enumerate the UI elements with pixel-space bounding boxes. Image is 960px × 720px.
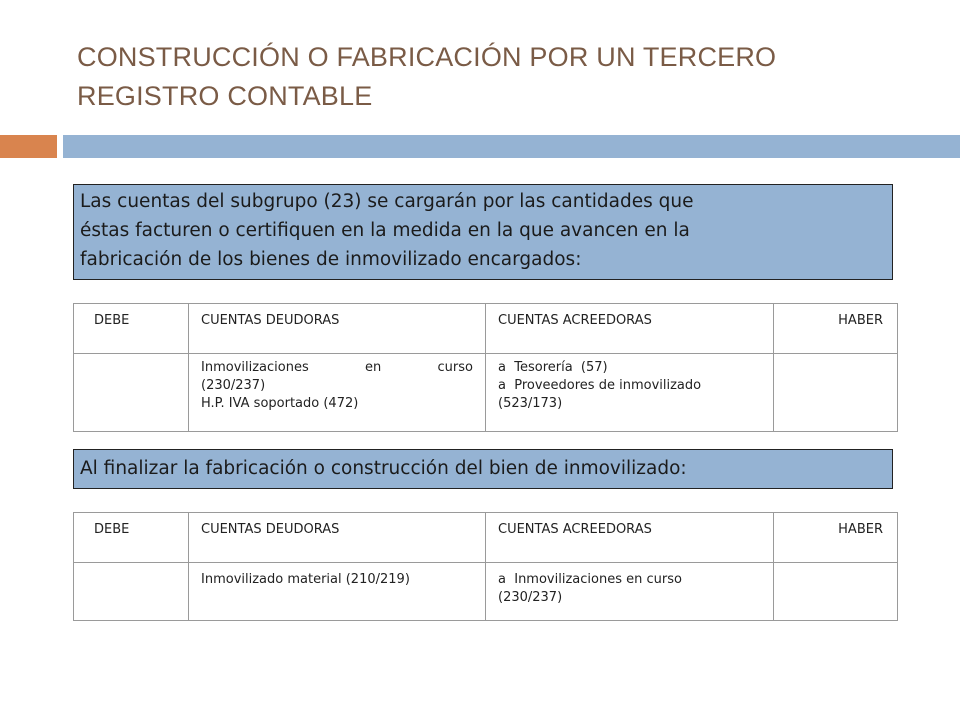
header-cuentas-deudoras: CUENTAS DEUDORAS bbox=[189, 304, 486, 354]
header-debe: DEBE bbox=[74, 513, 189, 563]
callout1-line-3: fabricación de los bienes de inmovilizado encargados: bbox=[80, 249, 582, 270]
acreedoras-line-1: a Tesorería (57) bbox=[498, 360, 608, 375]
table-header-row bbox=[74, 513, 898, 563]
header-divider-bar bbox=[63, 135, 960, 158]
deudoras-line-2: (230/237) bbox=[201, 378, 266, 393]
slide-title-line-2: REGISTRO CONTABLE bbox=[77, 81, 373, 111]
cell-cuentas-acreedoras bbox=[486, 354, 774, 432]
slide-title-line-1: CONSTRUCCIÓN O FABRICACIÓN POR UN TERCERO bbox=[77, 42, 777, 72]
deudoras-line-1: Inmovilizado material (210/219) bbox=[201, 572, 410, 587]
journal-entry-table-2 bbox=[73, 512, 898, 621]
deudoras-word: curso bbox=[437, 360, 473, 375]
cell-haber-empty bbox=[774, 354, 898, 432]
slide-title bbox=[77, 38, 917, 116]
acreedoras-line-2: a Proveedores de inmovilizado bbox=[498, 378, 702, 393]
table-header-row bbox=[74, 304, 898, 354]
header-cuentas-acreedoras: CUENTAS ACREEDORAS bbox=[486, 513, 774, 563]
header-haber: HABER bbox=[774, 513, 898, 563]
cell-cuentas-deudoras bbox=[189, 354, 486, 432]
acreedoras-line-1: a Inmovilizaciones en curso bbox=[498, 572, 682, 587]
cell-cuentas-acreedoras bbox=[486, 563, 774, 621]
callout-finalizar-fabricacion bbox=[73, 449, 893, 489]
cell-debe-empty bbox=[74, 354, 189, 432]
header-debe: DEBE bbox=[74, 304, 189, 354]
accent-bar bbox=[0, 135, 57, 158]
acreedoras-line-3: (523/173) bbox=[498, 396, 563, 411]
journal-entry-table-1 bbox=[73, 303, 898, 432]
deudoras-word: en bbox=[365, 360, 382, 375]
header-cuentas-acreedoras: CUENTAS ACREEDORAS bbox=[486, 304, 774, 354]
cell-debe-empty bbox=[74, 563, 189, 621]
table-row bbox=[74, 354, 898, 432]
deudoras-word: Inmovilizaciones bbox=[201, 360, 309, 375]
callout-cargo-subgrupo-23 bbox=[73, 184, 893, 280]
deudoras-line-1 bbox=[201, 359, 473, 377]
callout1-line-2: éstas facturen o certifiquen en la medida en la que avancen en la bbox=[80, 220, 690, 241]
header-haber: HABER bbox=[774, 304, 898, 354]
header-cuentas-deudoras: CUENTAS DEUDORAS bbox=[189, 513, 486, 563]
callout1-line-1: Las cuentas del subgrupo (23) se cargarán por las cantidades que bbox=[80, 191, 694, 212]
deudoras-line-3: H.P. IVA soportado (472) bbox=[201, 396, 359, 411]
callout2-text: Al finalizar la fabricación o construcción del bien de inmovilizado: bbox=[80, 458, 687, 479]
cell-cuentas-deudoras bbox=[189, 563, 486, 621]
cell-haber-empty bbox=[774, 563, 898, 621]
table-row bbox=[74, 563, 898, 621]
acreedoras-line-2: (230/237) bbox=[498, 590, 563, 605]
